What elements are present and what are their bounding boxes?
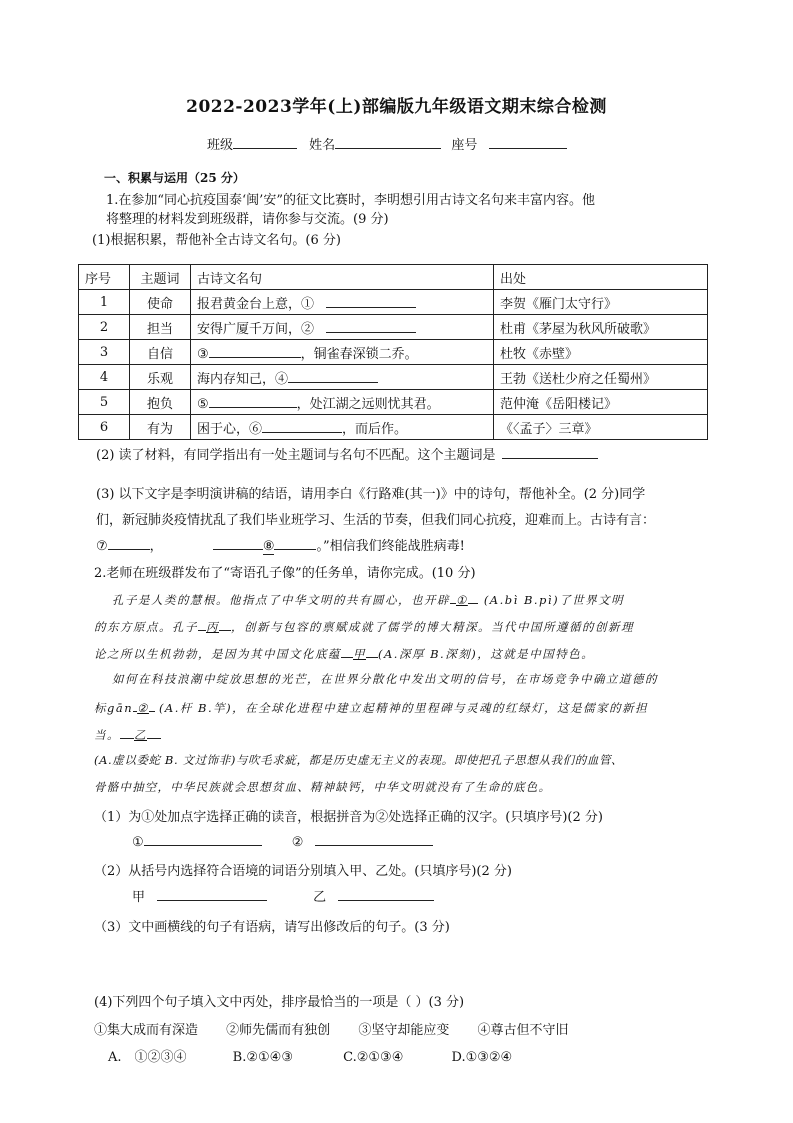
blank-marker: ⑤ [197, 396, 209, 412]
blank-marker: 乙 [134, 728, 147, 742]
q2-heading: 2.老师在班级群发布了“寄语孔子像”的任务单，请你完成。(10 分) [94, 566, 476, 581]
blank-marker: ④ [275, 371, 289, 387]
row-source: 李贺《雁门太守行》 [494, 290, 708, 315]
yi-label: 乙 [313, 890, 327, 905]
punct: ， [149, 539, 163, 554]
blank-marker: ⑥ [249, 421, 263, 437]
row-number: 6 [79, 415, 130, 440]
verse-pre: 困于心， [197, 421, 250, 437]
q1-sub2-text: (2) 读了材料，有同学指出有一处主题词与名句不匹配。这个主题词是 [96, 448, 496, 463]
q2-sub2: （2）从括号内选择符合语境的词语分别填入甲、乙处。(只填序号)(2 分) [94, 864, 512, 879]
table-row [79, 340, 708, 365]
table-header: 出处 [494, 265, 708, 290]
row-number: 4 [79, 365, 130, 390]
row-theme: 有为 [130, 415, 191, 440]
row-number: 1 [79, 290, 130, 315]
seat-label: 座号 [451, 138, 478, 153]
passage-text: (A.bì B.pì)了世界文明 [483, 593, 625, 607]
passage-line [94, 725, 161, 743]
row-verse [191, 415, 494, 440]
blank-pad [120, 725, 134, 739]
table-header-row [79, 265, 708, 290]
q1-sub3-line3 [96, 535, 465, 554]
passage-text: 孔子是人类的慧根。他指点了中华文明的共有圆心，也开辟 [112, 593, 450, 607]
list-item: ②师先儒而有独创 [226, 1023, 331, 1038]
row-verse [191, 390, 494, 415]
option-b[interactable]: B.②①④③ [232, 1050, 293, 1065]
row-theme: 抱负 [130, 390, 191, 415]
option-c[interactable]: C.②①③④ [343, 1050, 404, 1065]
blank-marker: ① [456, 593, 468, 607]
verse-pre: 安得广厦千万间， [197, 321, 302, 337]
passage-line: (A.虚以委蛇 B. 文过饰非)与吹毛求疵，都是历史虚无主义的表现。即使把孔子思想从我们的血管、 [94, 753, 624, 767]
table-row [79, 365, 708, 390]
q1-sub2-blank[interactable] [502, 445, 598, 459]
q2-sub4-items [94, 1019, 568, 1038]
blank-marker: ⑧ [262, 539, 275, 554]
row-source: 杜牧《赤壁》 [494, 340, 708, 365]
answer-blank-2[interactable] [149, 698, 155, 712]
list-item: ④尊古但不守旧 [477, 1023, 569, 1038]
answer-blank-8a[interactable] [213, 536, 263, 550]
q2-sub1-answers [132, 832, 433, 850]
table-row [79, 415, 708, 440]
answer-blank[interactable] [326, 294, 416, 308]
list-item: ③坚守却能应变 [358, 1023, 450, 1038]
blank-pad [198, 617, 206, 631]
verse-post: ，处江湖之远则忧其君。 [296, 396, 440, 412]
passage-line [94, 644, 594, 662]
row-theme: 自信 [130, 340, 191, 365]
answer-blank-7[interactable] [108, 536, 150, 550]
answer-blank-yi-field[interactable] [338, 887, 434, 901]
table-row [79, 290, 708, 315]
table-row [79, 390, 708, 415]
passage-line: 如何在科技浪潮中绽放思想的光芒，在世界分散化中发出文明的信号，在市场竞争中确立道德的 [112, 672, 658, 686]
seat-field[interactable] [489, 135, 567, 149]
answer-blank-s1-2[interactable] [315, 832, 433, 846]
option-d[interactable]: D.①③②④ [451, 1050, 513, 1065]
answer-blank[interactable] [209, 394, 297, 408]
answer-blank-jia[interactable] [366, 644, 378, 658]
passage-text: 当。 [94, 728, 120, 742]
blank-marker: 甲 [353, 647, 366, 661]
passage-text: 标gān [94, 701, 134, 715]
q1-intro-line2: 将整理的材料发到班级群，请你参与交流。(9 分) [106, 212, 389, 227]
blank-marker: 丙 [206, 620, 219, 634]
q1-sub3-tail: 。”相信我们终能战胜病毒! [316, 539, 465, 554]
jia-label: 甲 [132, 890, 146, 905]
table-row [79, 315, 708, 340]
passage-line: 骨骼中抽空，中华民族就会思想贫血、精神缺钙，中华文明就没有了生命的底色。 [94, 780, 552, 794]
answer-blank[interactable] [209, 344, 301, 358]
list-item: ①集大成而有深造 [94, 1023, 199, 1038]
row-verse [191, 290, 494, 315]
q2-sub4: (4)下列四个句子填入文中丙处，排序最恰当的一项是（ ）(3 分) [94, 995, 465, 1010]
option-a[interactable]: A. ①②③④ [108, 1050, 187, 1065]
blank-marker: ② [137, 701, 149, 715]
passage-text: ，创新与包容的禀赋成就了儒学的博大精深。当代中国所遵循的创新理 [231, 620, 634, 634]
answer-blank-jia-field[interactable] [157, 887, 267, 901]
blank-marker: ② [301, 321, 315, 337]
verse-pre: 报君黄金台上意， [197, 296, 302, 312]
answer-blank-bing[interactable] [219, 617, 231, 631]
table-header: 古诗文名句 [191, 265, 494, 290]
q2-sub2-answers [132, 886, 434, 905]
passage-text: (A.杆 B.竿)，在全球化进程中建立起精神的里程碑与灵魂的红绿灯，这是儒家的新担 [158, 701, 649, 715]
row-source: 杜甫《茅屋为秋风所破歌》 [494, 315, 708, 340]
q2-sub3: （3）文中画横线的句子有语病，请写出修改后的句子。(3 分) [94, 920, 450, 935]
answer-blank[interactable] [262, 419, 342, 433]
blank-marker: ② [291, 835, 304, 850]
blank-marker: ⑦ [96, 539, 108, 554]
answer-blank-yi[interactable] [147, 725, 161, 739]
passage-line [112, 590, 624, 608]
q2-sub1: （1）为①处加点字选择正确的读音，根据拼音为②处选择正确的汉字。(只填序号)(2 分) [94, 810, 603, 825]
table-header: 主题词 [130, 265, 191, 290]
row-theme: 担当 [130, 315, 191, 340]
student-info-row [207, 134, 567, 153]
verse-post: ，铜雀春深锁二乔。 [300, 346, 418, 362]
class-label: 班级 [207, 138, 234, 153]
row-source: 范仲淹《岳阳楼记》 [494, 390, 708, 415]
row-verse [191, 365, 494, 390]
q2-sub4-options [108, 1046, 512, 1065]
answer-blank-s1-1[interactable] [144, 832, 262, 846]
passage-text: 论之所以生机勃勃，是因为其中国文化底蕴 [94, 647, 341, 661]
blank-marker: ③ [197, 346, 209, 362]
row-theme: 乐观 [130, 365, 191, 390]
passage-text: (A.深厚 B.深刻)，这就是中国特色。 [378, 647, 595, 661]
blank-pad [341, 644, 353, 658]
blank-marker: ① [132, 835, 144, 850]
poem-table [78, 264, 708, 440]
passage-line [94, 698, 648, 716]
row-source: 《〈孟子〉三章》 [494, 415, 708, 440]
page-title: 2022-2023学年(上)部编版九年级语文期末综合检测 [186, 97, 607, 117]
q1-sub3-line2: 们，新冠肺炎疫情扰乱了我们毕业班学习、生活的节奏，但我们同心抗疫，迎难而上。古诗有言： [96, 513, 656, 528]
table-header: 序号 [79, 265, 130, 290]
answer-blank-1[interactable] [468, 590, 478, 604]
row-number: 2 [79, 315, 130, 340]
row-number: 3 [79, 340, 130, 365]
row-number: 5 [79, 390, 130, 415]
row-verse [191, 340, 494, 365]
q1-sub2 [96, 444, 598, 463]
name-field[interactable] [335, 135, 441, 149]
passage-text: 的东方原点。孔子 [94, 620, 198, 634]
answer-blank[interactable] [326, 319, 416, 333]
blank-marker: ① [301, 296, 315, 312]
name-label: 姓名 [309, 138, 336, 153]
q1-intro-line1: 1.在参加“同心抗疫国泰‘闽’安”的征文比赛时，李明想引用古诗文名句来丰富内容。他 [106, 193, 595, 208]
verse-pre: 海内存知己， [197, 371, 276, 387]
q1-sub1: (1)根据积累，帮他补全古诗文名句。(6 分) [92, 233, 341, 248]
passage-line [94, 617, 634, 635]
answer-blank-8b[interactable] [274, 536, 316, 550]
row-theme: 使命 [130, 290, 191, 315]
row-source: 王勃《送杜少府之任蜀州》 [494, 365, 708, 390]
verse-post: ，而后作。 [342, 421, 408, 437]
answer-blank[interactable] [288, 369, 378, 383]
q1-sub3-line1: (3) 以下文字是李明演讲稿的结语，请用李白《行路难(其一)》中的诗句，帮他补全。(2 分)同学 [96, 487, 646, 502]
row-verse [191, 315, 494, 340]
class-field[interactable] [233, 135, 297, 149]
section-heading: 一、积累与运用（25 分） [104, 171, 245, 185]
